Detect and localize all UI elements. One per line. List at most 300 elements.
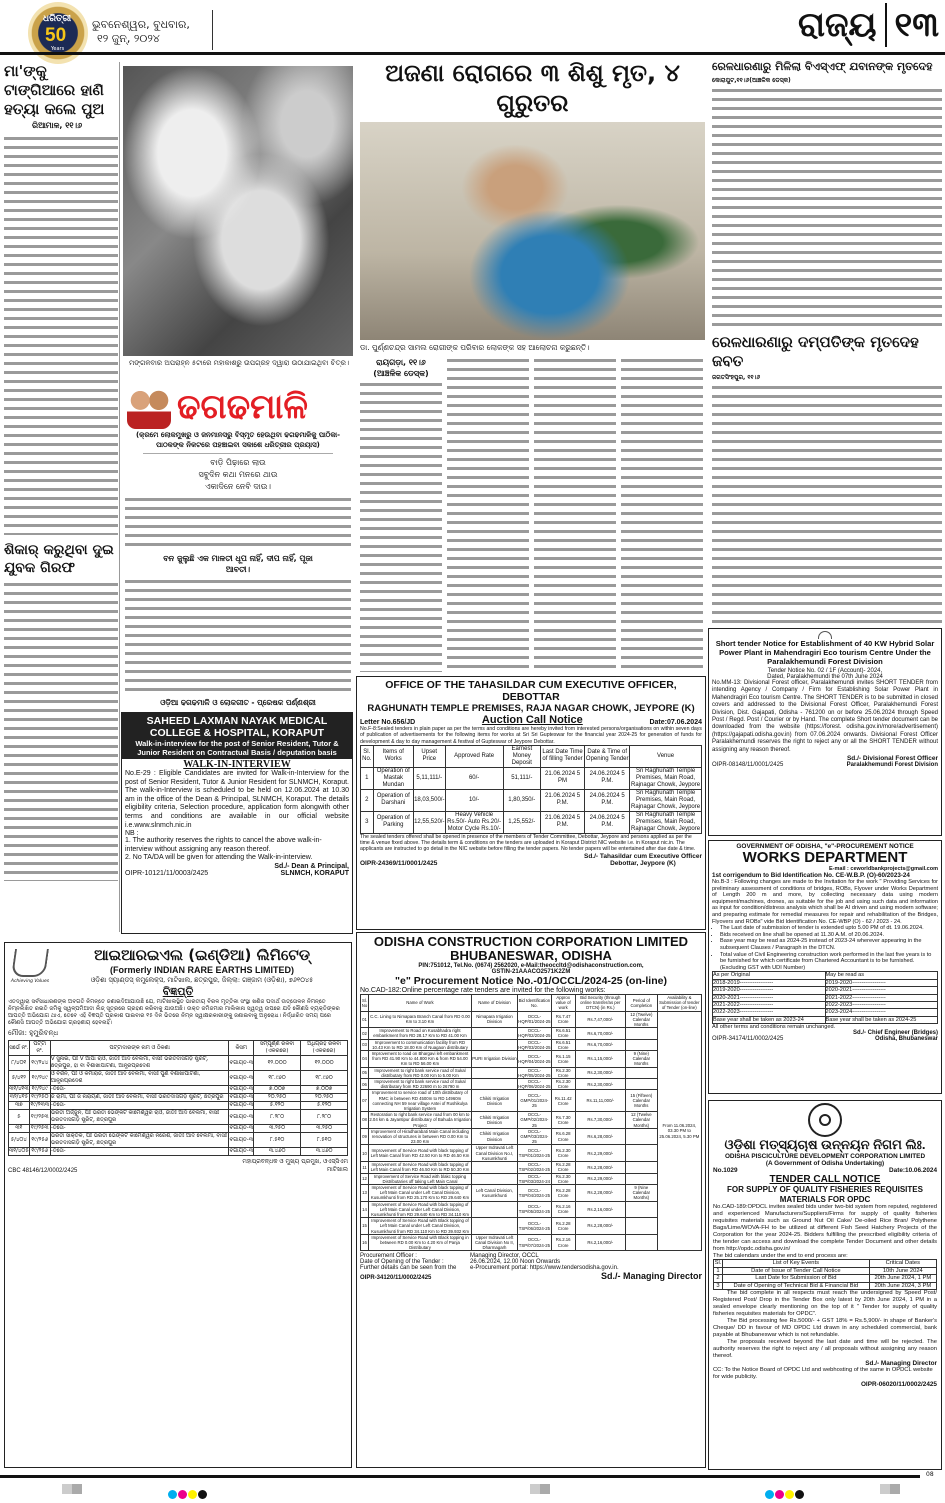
irel-header — [8, 945, 348, 985]
table-cell: 01 — [361, 1011, 369, 1028]
table-cell: OCCL-TSP/04/2024-25 — [518, 1184, 552, 1201]
column-header: Critical Dates — [869, 1260, 936, 1268]
works-department-notice — [708, 840, 942, 1094]
table-cell: 11 — [361, 1162, 369, 1173]
forest-tender-notice — [708, 628, 942, 836]
article-body-text — [712, 87, 942, 328]
works-bullets — [712, 925, 938, 971]
table-cell: ବଗାୟତ-୩ — [229, 1148, 253, 1154]
table-cell: Rs.2,16,000/- — [575, 1201, 625, 1218]
table-cell: Improvement of Service Road with black topping of Left Main Canal from RD 42.50 Km to RD 46.50 Km — [369, 1145, 472, 1162]
table-cell: ୮.୫୧୦ — [301, 1133, 348, 1148]
table-cell: ବଗାୟତ-୩ — [229, 1133, 254, 1148]
table-cell: 20th June 2024, 1 PM — [869, 1275, 936, 1283]
table-row — [9, 1125, 348, 1133]
table-row — [713, 987, 938, 994]
tahasildar-signature — [584, 853, 702, 867]
tahasildar-sign — [360, 853, 702, 867]
table-cell: ବଗାୟତ-୩ — [229, 1071, 254, 1086]
column-header: Items of Works — [373, 745, 413, 767]
table-cell: 1 — [714, 1267, 723, 1275]
cartoon-characters-icon — [127, 385, 171, 429]
table-cell: 2019-2020------------------ — [713, 987, 826, 994]
works-email: E-mail : ceworldbankprojects@gmail.com — [829, 866, 938, 872]
satellite-image — [123, 66, 353, 356]
dateline-date: ୧୨ ଜୁନ୍, ୨୦୨୪ — [97, 32, 160, 45]
opdc-ref: OIPR-06020/11/0002/2425 — [860, 1381, 937, 1389]
table-cell: Improvement of Service Road with Black topping of Left Main Canal under Left Canal Division, Kusumkhunti from RD 34.110 Km to RD 39.932 Km — [369, 1218, 472, 1235]
sign-line: Debottar, Jeypore (K) — [610, 859, 676, 867]
article-body-text — [4, 581, 118, 881]
verse-line: ବାଡ଼ି ପିଢ଼ାରେ ଲାଉ — [210, 458, 266, 467]
right-story-1 — [712, 60, 942, 328]
table-row — [361, 1173, 702, 1184]
table-cell — [471, 1173, 517, 1184]
table-row — [713, 1001, 938, 1008]
works-other: All other terms and conditions remain unchanged. — [712, 1024, 836, 1031]
opdc-cal: The bid calendars under the end to end process are: — [713, 1253, 848, 1259]
table-row — [714, 1267, 937, 1275]
table-cell: OCCL-GMP/03/2024-25 — [518, 1128, 552, 1145]
forest-title: Short tender Notice for Establishment of 40 KW Hybrid Solar Power Plant in Mahendragiri Eco tourism Centre Under the Paralakhemundi Forest Division — [715, 639, 935, 666]
tahasildar-auction-notice — [356, 676, 706, 930]
table-cell: OCCL-TSP/05/2024-25 — [518, 1201, 552, 1218]
column-header: Date & Time of Opening Tender — [585, 745, 630, 767]
table-cell: Rs.2,28,000/- — [575, 1184, 625, 1201]
slnmch-header — [122, 713, 352, 759]
bullet-item: • Bids received on line shall be opened at 11.30 A.M. of 20.06.2024. — [720, 932, 938, 939]
table-cell: Rs.2.28 Crore — [551, 1162, 575, 1173]
table-cell: 07 — [361, 1090, 369, 1112]
table-cell — [625, 1145, 657, 1162]
irel-body: ଏତଦ୍ୱାରା ସର୍ବସାଧାରଣଙ୍କ ଅବଗତି ନିମନ୍ତେ ଜଣାଇଦିଆଯାଉଛି ଯେ, ମାଟିଖାଲସ୍ଥିତ ଭାରତୀୟ ବିରଳ ମୃତ୍ତିକା ସଂସ୍ଥା ଖଣିଜ ପଦାର୍ଥ ଉତ୍ତୋଳନ ନିମନ୍ତେ ନିମ୍ନଲିଖିତ ରଇତି ଜମିକୁ ସ୍ୱଳ୍ପମିଆଦୀ ଲିଜ୍ ସୂତ୍ରରେ ଗ୍ରହଣ କରିବାକୁ ଯାଉଅଛି। ଉକ୍ତ ଜମିଜମାର ମାଲିକାନା ସ୍ୱତ୍ୱ ଉପରେ ଯଦି କୌଣସି ବ୍ୟକ୍ତିଙ୍କର ଆପତ୍ତି ଅଭିଯୋଗ ଥାଏ, ତେବେ ଏହି ବିଜ୍ଞପ୍ତି ପ୍ରକାଶ ପାଇବାର ୧୫ ଦିନ ଭିତରେ ନିମ୍ନ ସ୍ୱାକ୍ଷରକାରୀଙ୍କୁ ଜଣାଇବାକୁ ଅନୁରୋଧ। ନିର୍ଦ୍ଧାରିତ ସମୟ ପରେ କୌଣସି ଆପତ୍ତି ଅଭିଯୋଗ ଗ୍ରହଣୀୟ ହେବନାହିଁ। — [8, 999, 340, 1026]
table-cell: ୫ — [9, 1110, 30, 1125]
table-cell: 06 — [361, 1079, 369, 1090]
table-cell: ୩.୪୬୦ — [253, 1148, 300, 1156]
center-story-columns — [360, 357, 705, 672]
table-cell: 12,55,520/- — [414, 811, 446, 833]
table-cell: Rs.6,70,000/- — [575, 1028, 625, 1039]
table-row — [361, 1145, 702, 1162]
irel-address: ଓଡ଼ିଶା ସ୍ୟାଣ୍ଡସ୍ କମ୍ପ୍ଲେକ୍ସ, ମାଟିଖାଲ, ଛତ୍ରପୁର, ଜିଲ୍ଲା: ଗଞ୍ଜାମ (ଓଡ଼ିଶା), ୭୬୧୦୪୫ — [90, 976, 314, 984]
column-header: ପଟ୍ଟାଦାରଙ୍କ ନାମ ଓ ଠିକଣା — [50, 1041, 229, 1056]
dateline-divider — [212, 10, 213, 50]
table-row — [713, 1009, 938, 1016]
occl-procurement-notice — [356, 932, 706, 1468]
tahasildar-ref: OIPR-24369/11/0001/2425 — [360, 859, 438, 867]
table-row — [361, 789, 702, 811]
occl-ref: OIPR-34120/11/0002/2425 — [360, 1275, 432, 1282]
table-row — [361, 1162, 702, 1173]
table-cell: Improvement to right bank service road of Sukal distributary from RD 0.00 Km to 5.00 Km — [369, 1067, 472, 1078]
article-body-text — [360, 381, 442, 672]
table-cell: Rs.2,16,000/- — [575, 1234, 625, 1251]
table-cell: Rs.2.30 Crore — [551, 1173, 575, 1184]
table-row — [361, 1011, 702, 1028]
works-sign1: Sd./- Chief Engineer (Bridges) — [852, 1030, 938, 1037]
table-cell: ୨୦.୨୫୦ — [253, 1094, 300, 1102]
slnmch-nb: NB : — [125, 830, 139, 838]
dateline — [92, 18, 190, 46]
table-cell: 12 — [361, 1173, 369, 1184]
table-cell: ୮.୨୮୦ — [253, 1110, 300, 1125]
table-cell: ଜି ରାମା, ପିଃ ଜି ନାରାୟଣ, ଜାତିଃ ଆଦି ବେଲମା, ବାସଃ ଭରତଦାସଗଡ଼ି ଷ୍ଟ୍ରିଟ୍, ଛତ୍ରପୁର — [50, 1094, 229, 1102]
table-cell: Improvement of Hiradharabati Main Canal including renovation of structures in between RD 0.00 Km to 23.00 Km — [369, 1128, 472, 1145]
table-cell: Rs.2,29,000/- — [575, 1173, 625, 1184]
occl-sign: Sd./- Managing Director — [600, 1271, 702, 1282]
table-cell: 9 (Nine Calendar Months) — [625, 1184, 657, 1201]
table-cell: 18,03,500/- — [414, 789, 446, 811]
slnmch-sign1: Sd./- Dean & Principal, — [274, 862, 349, 870]
article-body-text — [125, 578, 351, 695]
table-cell: ୮.୫୧୦ — [253, 1133, 300, 1148]
article-body-text — [447, 357, 529, 672]
column-header: Availability & Submission of tender of Tender (on-line) — [659, 995, 700, 1011]
yellow-dot — [188, 1490, 197, 1499]
column-header: May be read as — [825, 972, 938, 979]
table-cell: V ସୁନାଇ, ପିଃ V ଆପା ରାଓ, ଜାତିଃ ଆଦି ବେଲମା, ବାସଃ ଭରତଦାସଗଡ଼ି ଷ୍ଟ୍ରିଟ୍, ଛତ୍ରପୁର, ହା ବା ବିଶାଖାପାଟଣା, ଆନ୍ଧ୍ରପ୍ରଦେଶ — [50, 1056, 229, 1071]
table-cell: ୫/୪୦୪ — [9, 1133, 30, 1148]
article-body-text — [4, 135, 118, 535]
article-body-text — [534, 357, 616, 672]
bottom-rule — [0, 1475, 920, 1478]
table-row — [361, 1201, 702, 1218]
table-cell: ୧୨.୦୦୦ — [253, 1056, 300, 1071]
column-header: ଅଧିଗ୍ରହ ରକବା (ଏକରରେ) — [301, 1041, 348, 1056]
sign-line: ମହାପ୍ରବନ୍ଧକ ଓ ମୁଖ୍ୟ ପ୍ରମୁଖ, ଓଏସ୍‌ସିଏମ — [242, 1158, 348, 1165]
table-cell: ୧୨.୦୦୦ — [301, 1056, 348, 1071]
table-cell: 21.06.2024 5 P.M. — [540, 789, 584, 811]
opdc-sub: (A Government of Odisha Undertaking) — [765, 1160, 885, 1167]
table-cell: ୩.୨୫୦ — [253, 1125, 300, 1133]
dateline-place: ରାୟଗଡ଼ା, ୧୧।୬ — [376, 358, 426, 367]
right-story-2-dateline: ଜଗତସିଂହପୁର, ୧୧।୬ — [712, 374, 761, 381]
table-cell: 3 — [361, 811, 374, 833]
opdc-logo-icon — [808, 1103, 842, 1137]
table-cell: ୧୯/୨୫୦ — [31, 1094, 49, 1100]
logo-years-label: Years — [51, 46, 65, 52]
gray-swatch — [62, 1484, 82, 1494]
table-cell: PURI Irrigation Division — [471, 1051, 517, 1068]
occl-title2: BHUBANESWAR, ODISHA — [450, 948, 612, 963]
table-cell: 1,25,552/- — [503, 811, 540, 833]
table-cell: ୩୧/୪୧୩ — [9, 1086, 29, 1092]
table-cell: Rs.6,70,000/- — [575, 1039, 625, 1050]
registration-marks-left — [168, 1484, 208, 1503]
opdc-p1: The bid complete in all respects must reach the undersigned by Speed Post/ Registered Post/ Drop in the Tender Box only latest by 20th June 2024, 1 PM in a sealed envelope clearly mentioning on the top of it " Tender for supply of quality fisheries requisites materials for OPDC". — [713, 1290, 937, 1318]
table-cell: 16 — [361, 1234, 369, 1251]
table-cell: Last Date for Submission of Bid — [723, 1275, 870, 1283]
center-story — [360, 58, 705, 672]
table-cell: OCCL-TSP/02/2024-25 — [518, 1162, 551, 1173]
irel-logo-icon — [11, 949, 49, 977]
table-cell: Rs.11.42 Crore — [551, 1090, 575, 1112]
table-cell: ୧୮.୯୬୦ — [253, 1071, 300, 1086]
opdc-notice: TENDER CALL NOTICE — [769, 1174, 881, 1185]
table-cell: C.C. Lining to Nimapara Branch Canal from RD 0.00 Km to 3.10 Km — [369, 1011, 472, 1028]
table-cell: ୭.୦୦୭ — [301, 1086, 348, 1094]
slnmch-ref: OIPR-10121/11/0003/2425 — [125, 869, 209, 877]
occl-sign-row — [360, 1271, 702, 1281]
table-row — [713, 1016, 938, 1023]
table-cell: ୩୨/୪୧୫ — [9, 1094, 28, 1100]
table-cell: Sri Raghunath Temple Premises, Main Road, Rajnagar Chowk, Jeypore — [631, 767, 701, 788]
footer-value: e-Procurement portal: https://www.tendersodisha.gov.in. — [470, 1265, 619, 1272]
table-cell: Rs.2.30 Crore — [551, 1145, 575, 1162]
left-story-second-headline: ଶିକାର୍ କରୁଥିବା ଦୁଇ ଯୁବକ ଗିରଫ — [4, 542, 114, 576]
logo-years: 50 — [45, 25, 67, 46]
table-cell: Rs.2.30 Crore — [551, 1079, 575, 1090]
table-cell: -ତିତୋ- — [50, 1148, 229, 1156]
left-story-dateline: ରିଆମାଳ, ୧୧।୬ — [32, 121, 83, 130]
black-dot — [795, 1490, 804, 1499]
table-cell: OCCL-TSP/01/2024-25 — [518, 1145, 552, 1162]
table-cell: Improvement of Service Road with Black topping in between RD 0.00 Km to 4.20 Km of Panja Distributary — [369, 1234, 472, 1251]
column-header: କିସମ — [229, 1041, 254, 1056]
works-body: No.B-3 : Following changes are made to the Invitation for the work " Providing Services for preliminary assessment of conditions of bridges, ROBs, Flyover under Works Department of Length 200 m and more, by collecting necessary data using modern equipment/machines, drones, as suitable for the job and using such data and information as input for condition/distress analysis which shall be AI driven and using modern software; and preparing estimate for remedial measures for repair and rehabilitation of the Bridges, Flyovers and ROBs" vide Bid Identification No. CE-WBP (O) - 62 / 2023 - 24. — [712, 879, 938, 925]
table-cell: Improvement to road on Bhargavi left embankment from RD 41.90 Km to 44.800 Km & from RD 54.00 Km to RD 56.00 Km — [369, 1051, 472, 1068]
footer-value: 26.06.2024, 12.00 Noon Onwards — [470, 1259, 561, 1266]
dhagadhamali-verse — [123, 457, 353, 493]
column-header: ପଟ୍ଟା ନଂ. — [29, 1041, 50, 1056]
table-row — [9, 1102, 348, 1110]
column-header: Period of Completion — [625, 995, 657, 1012]
registration-marks-right — [765, 1484, 805, 1503]
table-row — [361, 811, 702, 833]
table-cell: ୫.୧୨୦ — [301, 1102, 348, 1110]
table-cell — [625, 1128, 657, 1145]
right-story-2-headline: ରେଳଧାରଣାରୁ ଦମ୍ପତିଙ୍କ ମୃତଦେହ ଜବତ — [712, 333, 919, 370]
right-story-1-headline: ରେଳଧାରଣାରୁ ମିଳିଲା ବିଏସ୍‌ଏଫ୍ ଯବାନଙ୍କ ମୃତଦେହ — [712, 60, 933, 73]
column-header: ସମ୍ପୂର୍ଣ୍ଣ ରକବା (ଏକରରେ) — [253, 1041, 300, 1056]
table-cell: Upper Indravati Left Canal Division No II, Dharmagarh — [471, 1234, 517, 1251]
table-row — [714, 1282, 937, 1290]
column-header: As per Original — [713, 972, 826, 979]
column-header: Approved Rate — [445, 745, 503, 767]
bullet-item: • The Last date of submission of tender is extended upto 5.00 PM of dt. 19.06.2024. — [720, 925, 938, 932]
availability-cell: From 11.06.2024, 03.30 PM to 25.06.2024, 5.30 PM — [657, 1011, 701, 1251]
table-cell: Rs.1.15 Crore — [551, 1051, 575, 1068]
table-cell: -ତିତୋ- — [50, 1086, 229, 1094]
table-cell: OCCL-GMP/02/2024-25 — [518, 1112, 552, 1129]
opdc-events-table — [713, 1259, 937, 1290]
bullet-item: • Base year may be read as 2024-25 instead of 2023-24 wherever appearing in the subsequent Clauses / Paragraph in the DTCN. — [720, 938, 938, 951]
table-header-row — [361, 995, 702, 1012]
table-cell: 12 (Twelve) Calendar Months — [625, 1011, 657, 1028]
table-cell — [625, 1039, 657, 1050]
irel-odia-title: ଆଇଆରଇଏଲ (ଇଣ୍ଡିଆ) ଲିମିଟେଡ୍ — [94, 946, 310, 964]
table-cell: OCCL-TSP/06/2024-25 — [518, 1218, 552, 1235]
table-cell: ୮.୨୮୦ — [301, 1110, 348, 1125]
opdc-no: No.1029 — [713, 1167, 738, 1174]
sign-line: Sd./- Tahasildar cum Executive Officer — [583, 852, 702, 860]
column-header: Earnest Money Deposit — [503, 745, 540, 767]
center-headline: ଅଜଣା ରୋଗରେ ୩ ଶିଶୁ ମୃତ, ୪ ଗୁରୁତର — [385, 59, 680, 117]
opdc-title: ODISHA PISCICULTURE DEVELOPMENT CORPORATION LIMITED — [724, 1153, 926, 1160]
column-header: Name of Division — [471, 995, 517, 1012]
table-cell — [471, 1218, 517, 1235]
article-body-text — [125, 496, 351, 550]
opdc-meta — [713, 1167, 937, 1174]
works-corrigendum: 1st corrigendum to Bid Identification No. CE-W.B.P. (O)-60/2023-24 — [712, 872, 910, 879]
column-header: Sl. — [714, 1260, 722, 1266]
column-header: Sl. No. — [361, 745, 374, 767]
table-cell: Rs.2.28 Crore — [551, 1218, 575, 1235]
occl-gstin: GSTIN-21AAACO2571K2ZM — [491, 969, 571, 975]
forest-emblem-icon — [818, 631, 832, 639]
occl-footer — [360, 1253, 702, 1271]
table-row — [361, 1112, 702, 1129]
table-cell: Chikiti Irrigation Division — [471, 1128, 517, 1145]
table-cell: 15 (Fifteen) Calendar Months — [625, 1090, 657, 1112]
table-cell: 08 — [361, 1112, 369, 1129]
sign-line: ମାଟିଖାଲ — [326, 1166, 348, 1173]
table-cell: 2 — [361, 789, 374, 811]
table-cell: 60/- — [445, 767, 503, 789]
logo-text: ଧରିତ୍ରୀ — [43, 14, 72, 24]
irel-logo-block — [8, 945, 52, 985]
dhagadhamali-masthead — [123, 384, 353, 430]
irel-land-table — [8, 1040, 348, 1156]
footer-key: Date of Opening of the Tender : — [360, 1259, 444, 1266]
table-cell — [471, 1067, 517, 1078]
table-cell: 13 — [361, 1184, 369, 1201]
footer-page-code: 08 — [926, 1471, 934, 1478]
divider — [143, 453, 333, 454]
table-cell: Improvement to communication facility from RD 10.43 Km to RD 18.00 Km of Nuagaon distributary — [369, 1039, 472, 1050]
occl-works-table — [360, 994, 702, 1251]
table-cell: ୧୯/୨୪୯ — [29, 1086, 50, 1094]
table-cell: 2 — [714, 1275, 723, 1283]
column-header: Last Date Time of filling Tender — [540, 745, 584, 767]
irel-signature — [242, 1158, 348, 1174]
opdc-odia-title: ଓଡ଼ିଶା ମତ୍ସ୍ୟଚାଷ ଉନ୍ନୟନ ନିଗମ ଲିଃ. — [724, 1137, 926, 1152]
table-cell: OCCL-HQP/03/2024-25 — [518, 1039, 551, 1050]
opdc-date: Date:10.06.2024 — [889, 1167, 937, 1174]
table-cell: ଓ ବିର୍ରନ, ପିଃ ଓ କମାରାଜ, ଜାତିଃ ଆଦି ବେଲମା, ବାସଃ ପୁଣି ବିଶାଖାପାଟଣା, ଆନ୍ଧ୍ରପ୍ରଦେଶ — [50, 1071, 229, 1086]
dateline-day: ଭୁବନେଶ୍ୱର, ବୁଧବାର, — [92, 18, 190, 31]
forest-ref: OIPR-08148/11/0001/2425 — [712, 762, 784, 769]
table-cell: ୧୯/୨୫୩ — [29, 1110, 50, 1125]
table-cell: ୨୦.୨୫୦ — [301, 1094, 348, 1102]
dhagadhamali-credit: ଓଡ଼ିଆ ଢଗଢମାଳି ଓ ଲୋକଗୀତ - ପ୍ରେଷକ ପର୍ଣ୍ଣଶ୍ରୀ — [160, 698, 316, 707]
table-cell: Rs.6.28 Crore — [551, 1128, 575, 1145]
table-cell: Rs.2.30 Crore — [551, 1067, 575, 1078]
irel-sign — [8, 1158, 348, 1174]
table-cell: OCCL-TSP/07/2024-25 — [518, 1234, 552, 1251]
table-cell: ୮/୪୦୧ — [9, 1056, 30, 1071]
table-row — [9, 1094, 348, 1102]
table-row — [361, 1051, 702, 1068]
works-gov: GOVERNMENT OF ODISHA, "e"-PROCUREMENT NOTICE — [736, 843, 914, 850]
table-cell: ୧୯/୨୪୯ — [29, 1071, 50, 1086]
section-title: ରାଜ୍ୟ — [797, 5, 877, 45]
table-cell: ୩୧/୪୦୫ — [9, 1148, 29, 1154]
table-cell: Improvement of Service Road with black topping of Left Main Canal under Left Canal Division, Kusumkhunti from RD 29.640 Km to RD 34.110 Km — [369, 1201, 472, 1218]
right-story-1-dateline: କୋରାପୁଟ,୧୧।୬(ଆଞ୍ଚଳିକ ଡେସ୍କ) — [712, 77, 791, 84]
opdc-cc: CC: To the Notice Board of OPDC Ltd and webhosting of the same in OPDCL website for wide publicity. — [713, 1367, 933, 1381]
table-cell: Chikiti Irrigation Division — [471, 1090, 517, 1112]
letter-no: Letter No.656/JD — [360, 719, 416, 726]
section-divider — [885, 3, 887, 47]
table-cell: Base year shall be taken as 2023-24 — [713, 1016, 826, 1023]
table-cell: Rs.2,30,000/- — [575, 1079, 625, 1090]
table-cell: Left Canal Division, Kusumkhunti — [471, 1184, 517, 1201]
table-cell: Nimapara Irrigation Division — [471, 1011, 517, 1028]
table-cell — [471, 1079, 517, 1090]
table-row — [9, 1148, 348, 1156]
table-cell: Sri Raghunath Temple Premises, Main Road, Rajnagar Chowk, Jeypore — [631, 811, 701, 832]
table-cell: Heavy Vehicle Rs.50/- Auto Rs.20/- Motor Cycle Rs.10/- — [445, 811, 503, 833]
table-cell: Rs.6.51 Crore — [551, 1039, 575, 1050]
bullet-item: • Total value of Civil Engineering construction work performed in the last five years is to be furnished for which certificate from Chartered Accountant is to be furnished. (Excluding GST with UDI Number) — [720, 952, 938, 972]
table-row — [9, 1133, 348, 1148]
left-story-headline: ମା'ଙ୍କୁ ଟାଙ୍ଗିଆରେ ହାଣି ହତ୍ୟା କଲେ ପୁଅ — [4, 62, 105, 118]
table-cell: 24.06.2024 5 P.M. — [585, 811, 630, 833]
hospital-photo — [360, 122, 705, 340]
gray-swatch — [530, 1484, 550, 1494]
table-cell: ଭରତୀ ଅର୍ଜ୍ଜୁନ, ପିଃ ଭରତୀ ଭେଙ୍କଟ କାମେଶ୍ୱର ରାଓ, ଜାତିଃ ଆଦି ବେଲମା, ବାସଃ ଭରତଦାସଗଡ଼ି ଷ୍ଟ୍ରିଟ୍, ଛତ୍ରପୁର — [50, 1110, 229, 1125]
section-header — [798, 0, 939, 50]
table-cell: 05 — [361, 1067, 369, 1078]
column-header: Bid Security (through online transfer/as per DTCN) (in Rs.) — [575, 995, 625, 1012]
table-cell: 5,11,111/- — [414, 767, 446, 789]
table-cell: Improvement to right bank service road of Sukal distributary from RD 22690 m to 26790 m — [369, 1079, 472, 1090]
tahasildar-table — [360, 745, 702, 834]
left-story — [4, 62, 118, 932]
dhagadhamali-column — [123, 384, 353, 708]
table-cell: ୧୮.୯୬୦ — [301, 1071, 348, 1086]
table-cell: Operation of Darshani — [373, 789, 413, 811]
table-cell — [625, 1234, 657, 1251]
irel-logo-tag: Achieving Values — [10, 979, 50, 984]
table-cell: Operation of Mastak Mundan — [373, 767, 413, 789]
table-cell: Rs.2,30,000/- — [575, 1067, 625, 1078]
table-cell: 15 — [361, 1218, 369, 1235]
table-cell: ୩.୪୬୦ — [301, 1148, 348, 1156]
table-row — [9, 1056, 348, 1071]
table-cell: Rs.2,28,000/- — [575, 1162, 625, 1173]
table-row — [9, 1086, 348, 1094]
table-cell: 14 — [361, 1201, 369, 1218]
table-row — [361, 1039, 702, 1050]
table-cell: Chikiti Irrigation Division — [471, 1112, 517, 1129]
table-cell — [471, 1028, 517, 1039]
occl-intro: No.CAD-182:Online percentage rate tenders are invited for the following works: — [360, 987, 606, 994]
slnmch-footer — [122, 870, 352, 877]
table-cell: ୧୯/୨୫୩ — [30, 1125, 49, 1131]
table-row — [9, 1071, 348, 1086]
table-cell: 21.06.2024 5 PM — [540, 767, 584, 789]
table-cell: Improvement to Road on Kusabhadra right embankment from RD 28.17 Km to RD 41.00 Km — [369, 1028, 472, 1039]
slnmch-ad — [121, 712, 353, 934]
table-cell — [625, 1201, 657, 1218]
center-column-1 — [360, 357, 442, 672]
works-ref: OIPR-34174/11/0002/2425 — [712, 1036, 784, 1043]
column-header: Sl. No — [361, 995, 369, 1012]
table-cell: 2021-2022------------------ — [713, 1001, 826, 1008]
table-cell: 02 — [361, 1028, 369, 1039]
table-cell: ବଗାୟତ-୩ — [229, 1086, 253, 1092]
table-row — [714, 1275, 937, 1283]
slnmch-sign2: SLNMCH, KORAPUT — [280, 869, 349, 877]
forest-dated: Dated, Paralakhemundi the 07th June 2024 — [767, 674, 883, 680]
verse-line: ଏକାଦିନେ ନେବି ଦାଉ। — [204, 482, 272, 491]
table-cell: Upper Indravati Left Canal Division No.I, Kusumkhunti — [471, 1145, 517, 1162]
table-cell: 2020-2021------------------ — [713, 994, 826, 1001]
table-header-row — [713, 972, 938, 979]
occl-notice: "e" Procurement Notice No.-01/OCCL/2024-25 (on-line) — [395, 975, 667, 987]
